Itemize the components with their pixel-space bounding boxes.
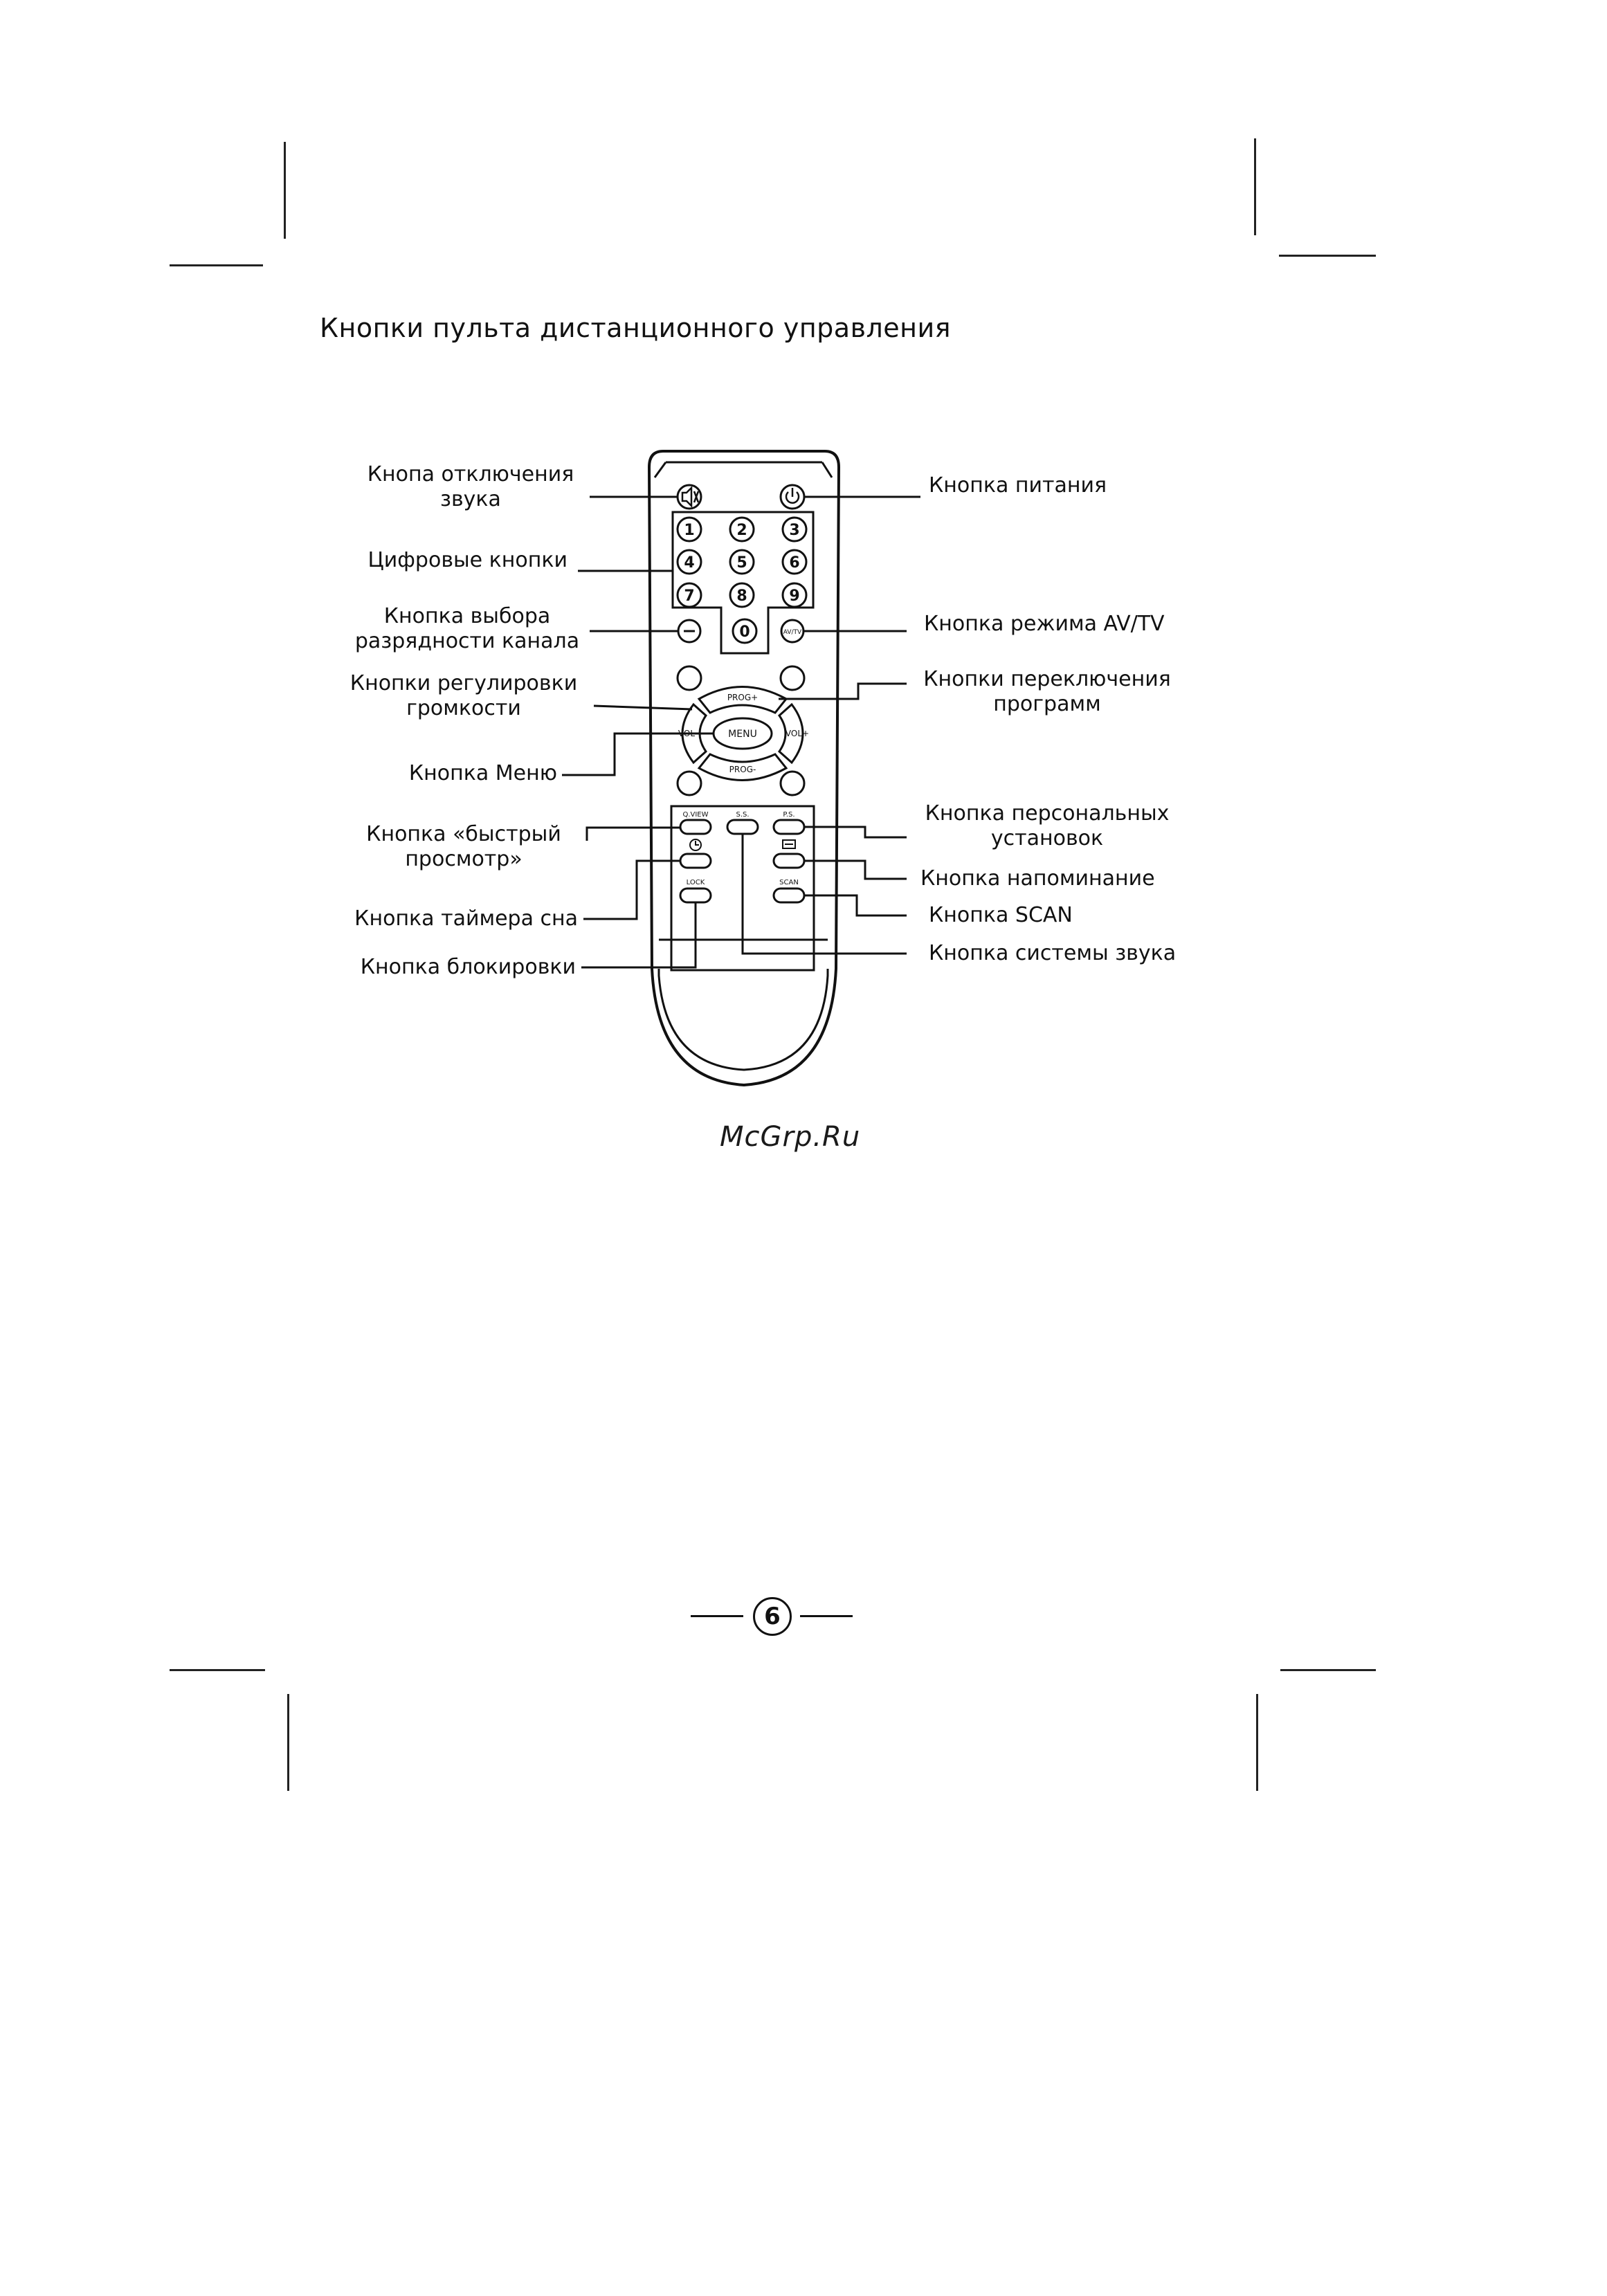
label-av-tv: Кнопка режима AV/TV [924, 612, 1165, 636]
digit-label-8: 8 [736, 587, 747, 605]
scan-button [774, 889, 804, 902]
label-quick-view-text: Кнопка «быстрый просмотр» [366, 822, 561, 871]
ps-label: P.S. [783, 811, 795, 819]
blank-button-bottom-right [781, 772, 804, 795]
label-menu: Кнопка Меню [408, 761, 557, 785]
ss-button [727, 820, 758, 834]
blank-button-top-left [678, 666, 701, 690]
sleep-button [680, 854, 711, 868]
callout-quick-view [587, 828, 680, 841]
label-mute [353, 462, 588, 512]
callout-lock [581, 902, 696, 967]
blank-button-bottom-left [678, 772, 701, 795]
mute-button [678, 485, 701, 509]
label-quick-view [346, 822, 581, 872]
page-number-dash-right [800, 1615, 853, 1617]
callout-sound-system [743, 834, 907, 954]
digit-label-7: 7 [684, 587, 695, 605]
callout-personal [804, 827, 907, 837]
av-tv-button-label: AV/TV [783, 629, 802, 636]
vol-up-label: VOL+ [785, 729, 810, 738]
digit-label-1: 1 [684, 522, 695, 539]
label-reminder: Кнопка напоминание [920, 866, 1155, 891]
label-program-switch [912, 667, 1182, 717]
page-number-dash-left [691, 1615, 743, 1617]
page-number: 6 [753, 1597, 792, 1636]
label-digits: Цифровые кнопки [367, 548, 568, 572]
callout-sleep [583, 861, 680, 919]
label-digit-select-text: Кнопка выбора разрядности канала [354, 604, 580, 653]
digit-label-2: 2 [736, 522, 747, 539]
label-digit-select [346, 604, 588, 654]
lock-button [680, 889, 711, 902]
prog-down-label: PROG- [729, 765, 756, 774]
ps-button [774, 820, 804, 834]
label-personal-text: Кнопка персональных установок [925, 801, 1170, 850]
label-sound-system: Кнопка системы звука [929, 941, 1177, 965]
clock-icon [690, 839, 701, 850]
label-lock: Кнопка блокировки [360, 955, 576, 979]
digit-label-6: 6 [789, 554, 800, 572]
digit-label-5: 5 [736, 554, 747, 572]
reminder-icon [783, 840, 795, 848]
label-mute-text: Кнопа отключения звука [367, 462, 574, 511]
digit-label-4: 4 [684, 554, 695, 572]
scan-label: SCAN [779, 879, 799, 886]
label-sleep: Кнопка таймера сна [354, 906, 578, 931]
qview-button [680, 820, 711, 834]
label-volume-text: Кнопки регулировки громкости [349, 671, 578, 720]
callout-scan [804, 895, 907, 915]
lock-label: LOCK [686, 879, 705, 886]
ss-label: S.S. [736, 811, 750, 819]
label-program-switch-text: Кнопки переключения программ [923, 667, 1171, 716]
label-volume [343, 671, 585, 721]
qview-label: Q.VIEW [682, 811, 709, 819]
digit-label-0: 0 [739, 623, 750, 641]
blank-button-top-right [781, 666, 804, 690]
menu-label: MENU [728, 729, 757, 740]
digit-label-9: 9 [789, 587, 800, 605]
label-personal [912, 801, 1182, 851]
prog-up-label: PROG+ [727, 693, 759, 702]
label-scan: Кнопка SCAN [929, 903, 1073, 927]
label-power: Кнопка питания [929, 473, 1107, 498]
digit-label-3: 3 [789, 522, 800, 539]
vol-down-label: VOL- [678, 729, 698, 738]
page-title: Кнопки пульта дистанционного управления [320, 313, 952, 343]
callout-volume [594, 706, 692, 709]
watermark: McGrp.Ru [720, 1121, 861, 1153]
callout-reminder [804, 861, 907, 879]
reminder-button [774, 854, 804, 868]
